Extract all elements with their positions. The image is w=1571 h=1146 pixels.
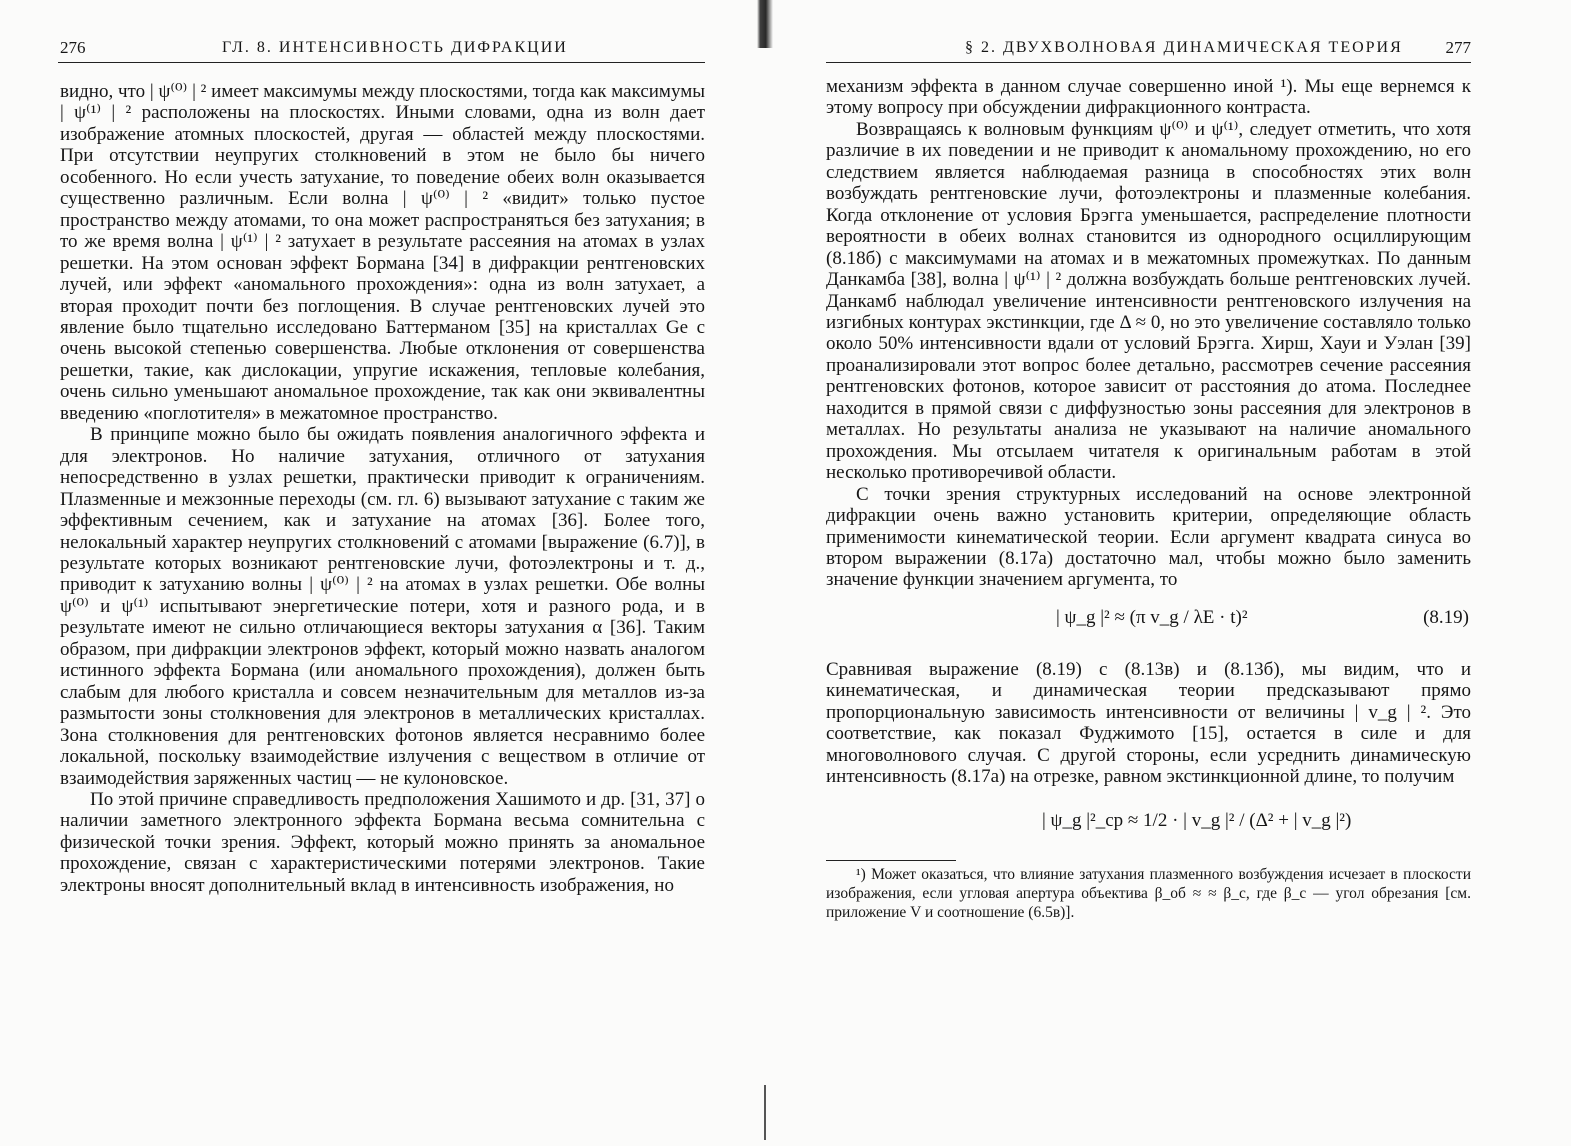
left-page xyxy=(0,0,760,1146)
paragraph: видно, что | ψ⁽⁰⁾ | ² имеет максимумы между плоскостями, тогда как максимумы | ψ⁽¹⁾ | ² расположены на плоскостях. Иными словами, одна из волн дает изображение атомных плоскостей, другая — областей между плоскостями. При отсутствии неупругих столкновений в этом не было бы ничего особенного. Но если учесть затухание, то поведение обеих волн оказывается существенно различным. Если волна | ψ⁽⁰⁾ | ² «видит» только пустое пространство между атомами, то она может распространяться без затухания; в то же время волна | ψ⁽¹⁾ | ² затухает в результате рассеяния на атомах в узлах решетки. На этом основан эффект Бормана [34] в дифракции рентгеновских лучей, или эффект «аномального прохождения»: одна из волн затухает, а вторая проходит почти без поглощения. В случае рентгеновских лучей это явление было тщательно исследовано Баттерманом [35] на кристаллах Ge с очень высокой степенью совершенства. Любые отклонения от совершенства решетки, такие, как дислокации, упругие искажения, тепловые колебания, очень сильно уменьшают аномальное прохождение, так как они эквивалентны введению «поглотителя» в межатомное пространство. xyxy=(60,81,705,424)
paragraph: По этой причине справедливость предположения Хашимото и др. [31, 37] о наличии заметного электронного эффекта Бормана весьма сомнительна с физической точки зрения. Эффект, который можно принять за аномальное прохождение, связан с характеристическими потерями электронов. Такие электроны вносят дополнительный вклад в интенсивность изображения, но xyxy=(60,788,705,896)
header-rule xyxy=(826,62,1471,63)
right-page-body xyxy=(826,76,1471,922)
left-page-body xyxy=(60,81,705,896)
equation: | ψ_g |²_ср ≈ 1/2 · | v_g |² / (Δ² + | v_g |²) xyxy=(1042,809,1352,831)
paragraph: Возвращаясь к волновым функциям ψ⁽⁰⁾ и ψ⁽¹⁾, следует отметить, что хотя различие в их поведении и не приводит к аномальному прохождению, но его следствием является наблюдаемая разница в способностях этих волн возбуждать рентгеновские лучи, фотоэлектроны и плазменные колебания. Когда отклонение от условия Брэгга уменьшается, распределение плотности вероятности в обеих волнах становится из однородного осциллирующим (8.18б) с максимумами на атомах и в межатомных промежутках. По данным Данкамба [38], волна | ψ⁽¹⁾ | ² должна возбуждать больше рентгеновских лучей. Данкамб наблюдал увеличение интенсивности рентгеновского излучения на изгибных контурах экстинкции, где Δ ≈ 0, но это увеличение составляло только около 50% интенсивности вдали от условий Брэгга. Хирш, Хауи и Уэлан [39] проанализировали этот вопрос более детально, рассмотрев сечение рассеяния рентгеновских фотонов, которое зависит от расстояния до атома. Последнее находится в прямой связи с диффузностью зоны рассеяния для электронов в металлах. Но результаты анализа не указывают на наличие аномального прохождения. Мы отсылаем читателя к оригинальным работам в этой несколько противоречивой области. xyxy=(826,118,1472,484)
page-number: 277 xyxy=(1445,38,1471,57)
paragraph: С точки зрения структурных исследований на основе электронной дифракции очень важно установить критерии, определяющие область применимости кинематической теории. Если аргумент квадрата синуса во втором выражении (8.17а) достаточно мал, чтобы можно было заменить значение функции значением аргумента, то xyxy=(826,483,1471,591)
equation-8-19 xyxy=(826,597,1471,645)
running-head: § 2. ДВУХВОЛНОВАЯ ДИНАМИЧЕСКАЯ ТЕОРИЯ xyxy=(965,39,1403,56)
footnote: ¹) Может оказаться, что влияние затухания плазменного возбуждения исчезает в плоскости изображения, если угловая апертура объектива β_об ≈ ≈ β_c, где β_c — угол обрезания [см. приложение V и соотношение (6.5в)]. xyxy=(826,865,1471,921)
footnote-rule xyxy=(826,860,956,861)
header-rule xyxy=(58,62,705,63)
paragraph: В принципе можно было бы ожидать появления аналогичного эффекта и для электронов. Но наличие затухания, отличного от затухания непосредственно в узлах решетки, практически приводит к ограничениям. Плазменные и межзонные переходы (см. гл. 6) вызывают затухание с таким же эффективным сечением, как и затухание на атомах [36]. Более того, нелокальный характер неупругих столкновений с атомами [выражение (6.7)], в результате которых возникают рентгеновские лучи, фотоэлектроны и т. д., приводит к затуханию волны | ψ⁽⁰⁾ | ² на атомах в узлах решетки. Обе волны ψ⁽⁰⁾ и ψ⁽¹⁾ испытывают энергетические потери, хотя и разного рода, и в результате имеют не сильно отличающиеся векторы затухания α [36]. Таким образом, при дифракции электронов эффект, который можно назвать аналогом истинного эффекта Бормана (или аномального прохождения), должен быть слабым для любого кристалла и совсем незначительным для металлов из-за размытости зоны столкновения для электронов в металлических кристаллах. Зона столкновения для рентгеновских фотонов является несравнимо более локальной, поскольку взаимодействие излучения с веществом в отличие от взаимодействия заряженных частиц — не кулоновское. xyxy=(60,424,705,789)
equation: | ψ_g |² ≈ (π v_g / λE · t)² xyxy=(1056,606,1248,628)
right-page xyxy=(780,0,1571,1146)
running-head: ГЛ. 8. ИНТЕНСИВНОСТЬ ДИФРАКЦИИ xyxy=(222,39,568,56)
binding-line xyxy=(764,1085,766,1140)
page-number: 276 xyxy=(60,38,86,57)
paragraph: механизм эффекта в данном случае совершенно иной ¹). Мы еще вернемся к этому вопросу при обсуждении дифракционного контраста. xyxy=(826,76,1471,119)
equation-number: (8.19) xyxy=(1423,606,1469,628)
paragraph: Сравнивая выражение (8.19) с (8.13в) и (8.13б), мы видим, что и кинематическая, и динамическая теории предсказывают прямо пропорциональную зависимость интенсивности от величины | v_g | ². Это соответствие, как показал Фуджимото [15], остается в силе и для многоволнового случая. С другой стороны, если усреднить динамическую интенсивность (8.17а) на отрезке, равном экстинкционной длине, то получим xyxy=(826,658,1471,788)
equation-average xyxy=(826,796,1471,848)
